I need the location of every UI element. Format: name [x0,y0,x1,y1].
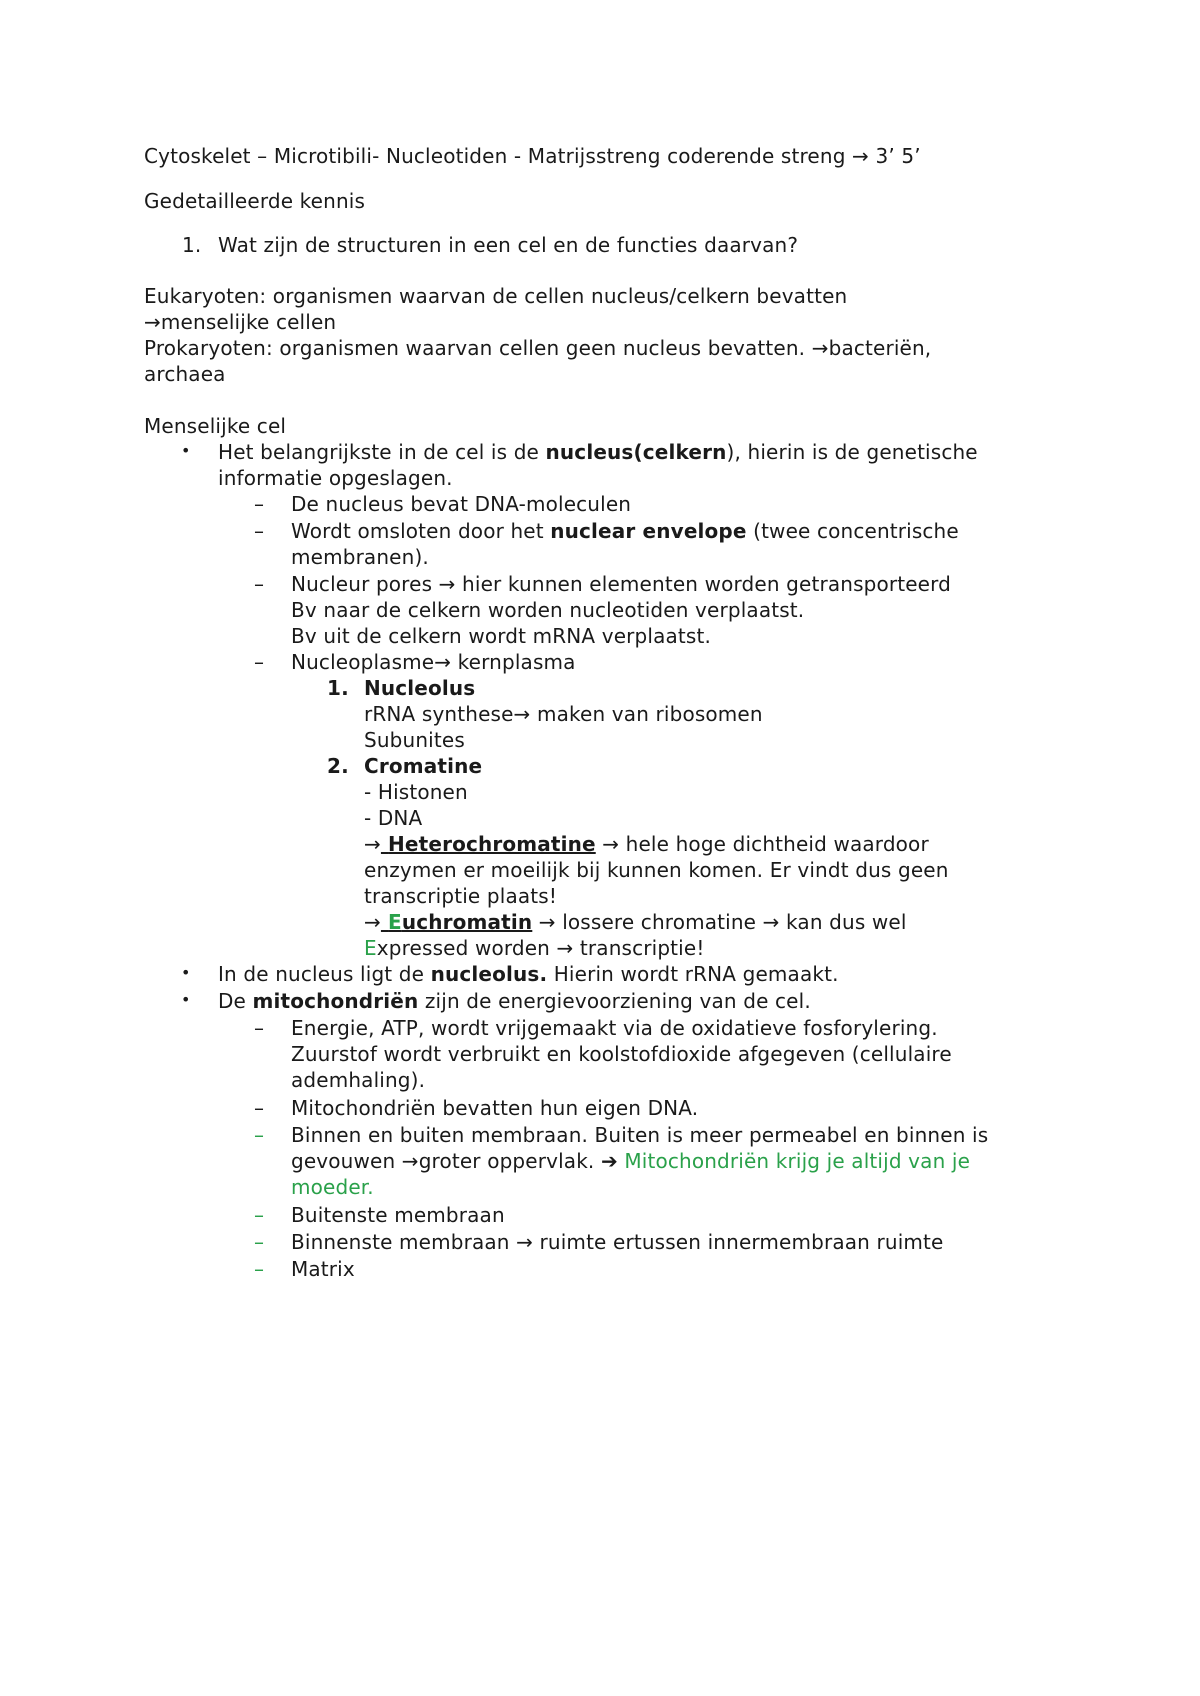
bullet-nucleus-cont: informatie opgeslagen. [218,466,453,490]
mito-energie: Energie, ATP, wordt vrijgemaakt via de oxidatieve fosforylering. [291,1016,938,1040]
bullet-1: • [181,441,191,460]
subheading: Gedetailleerde kennis [144,189,366,213]
num-1: 1. [327,676,349,700]
expressed-line: Expressed worden → transcriptie! [364,936,705,960]
heterochromatine-line: → Heterochromatine → hele hoge dichtheid waardoor [364,832,929,856]
dash-m3: – [254,1123,265,1147]
dash-m5: – [254,1230,265,1254]
heterochromatine-term: Heterochromatine [388,832,596,856]
mito-membraan-l3: moeder. [291,1175,374,1199]
mito-membraan: Binnen en buiten membraan. Buiten is meer permeabel en binnen is [291,1123,989,1147]
nucleolus-title: Nucleolus [364,676,476,700]
definition-eukaryoten-cont: →menselijke cellen [144,310,337,334]
heterochromatine-l3: transcriptie plaats! [364,884,557,908]
dash-pores-l2: Bv naar de celkern worden nucleotiden verplaatst. [291,598,805,622]
dash-pores: Nucleur pores → hier kunnen elementen worden getransporteerd [291,572,952,596]
bullet-nucleolus: In de nucleus ligt de nucleolus. Hierin wordt rRNA gemaakt. [218,962,839,986]
definition-prokaryoten: Prokaryoten: organismen waarvan cellen geen nucleus bevatten. →bacteriën, [144,336,932,360]
bullet-nucleus: Het belangrijkste in de cel is de nucleus(celkern), hierin is de genetische [218,440,978,464]
dash-dna: De nucleus bevat DNA-moleculen [291,492,632,516]
mito-buitenste: Buitenste membraan [291,1203,505,1227]
cromatine-title: Cromatine [364,754,483,778]
dash-nucleoplasme: Nucleoplasme→ kernplasma [291,650,576,674]
heterochromatine-l2: enzymen er moeilijk bij kunnen komen. Er vindt dus geen [364,858,949,882]
dash-m2: – [254,1096,265,1120]
mito-membraan-l2: gevouwen →groter oppervlak. ➔ Mitochondriën krijg je altijd van je [291,1149,971,1173]
bullet-2: • [181,963,191,982]
definition-prokaryoten-cont: archaea [144,362,226,386]
mito-binnenste: Binnenste membraan → ruimte ertussen innermembraan ruimte [291,1230,944,1254]
cromatine-histonen: - Histonen [364,780,468,804]
bullet-3: • [181,990,191,1009]
num-2: 2. [327,754,349,778]
section-title: Menselijke cel [144,414,287,438]
mito-matrix: Matrix [291,1257,355,1281]
euchromatin-line: → Euchromatin → lossere chromatine → kan dus wel [364,910,907,934]
question-text: Wat zijn de structuren in een cel en de functies daarvan? [218,233,799,257]
dash-3: – [254,572,265,596]
bullet-mitochondrien: De mitochondriën zijn de energievoorziening van de cel. [218,989,811,1013]
dash-envelope: Wordt omsloten door het nuclear envelope (twee concentrische [291,519,959,543]
cromatine-dna: - DNA [364,806,423,830]
nucleolus-l2: Subunites [364,728,465,752]
mito-dna: Mitochondriën bevatten hun eigen DNA. [291,1096,699,1120]
dash-envelope-cont: membranen). [291,545,429,569]
mito-energie-l3: ademhaling). [291,1068,426,1092]
dash-m1: – [254,1016,265,1040]
mito-energie-l2: Zuurstof wordt verbruikt en koolstofdioxide afgegeven (cellulaire [291,1042,952,1066]
dash-4: – [254,650,265,674]
dash-m6: – [254,1257,265,1281]
question-number: 1. [182,233,202,257]
euchromatin-term: Euchromatin [388,910,533,934]
dash-m4: – [254,1203,265,1227]
definition-eukaryoten: Eukaryoten: organismen waarvan de cellen nucleus/celkern bevatten [144,284,848,308]
header-line: Cytoskelet – Microtibili- Nucleotiden - Matrijsstreng coderende streng → 3’ 5’ [144,144,921,168]
dash-pores-l3: Bv uit de celkern wordt mRNA verplaatst. [291,624,711,648]
nucleolus-l1: rRNA synthese→ maken van ribosomen [364,702,763,726]
dash-1: – [254,492,265,516]
dash-2: – [254,519,265,543]
